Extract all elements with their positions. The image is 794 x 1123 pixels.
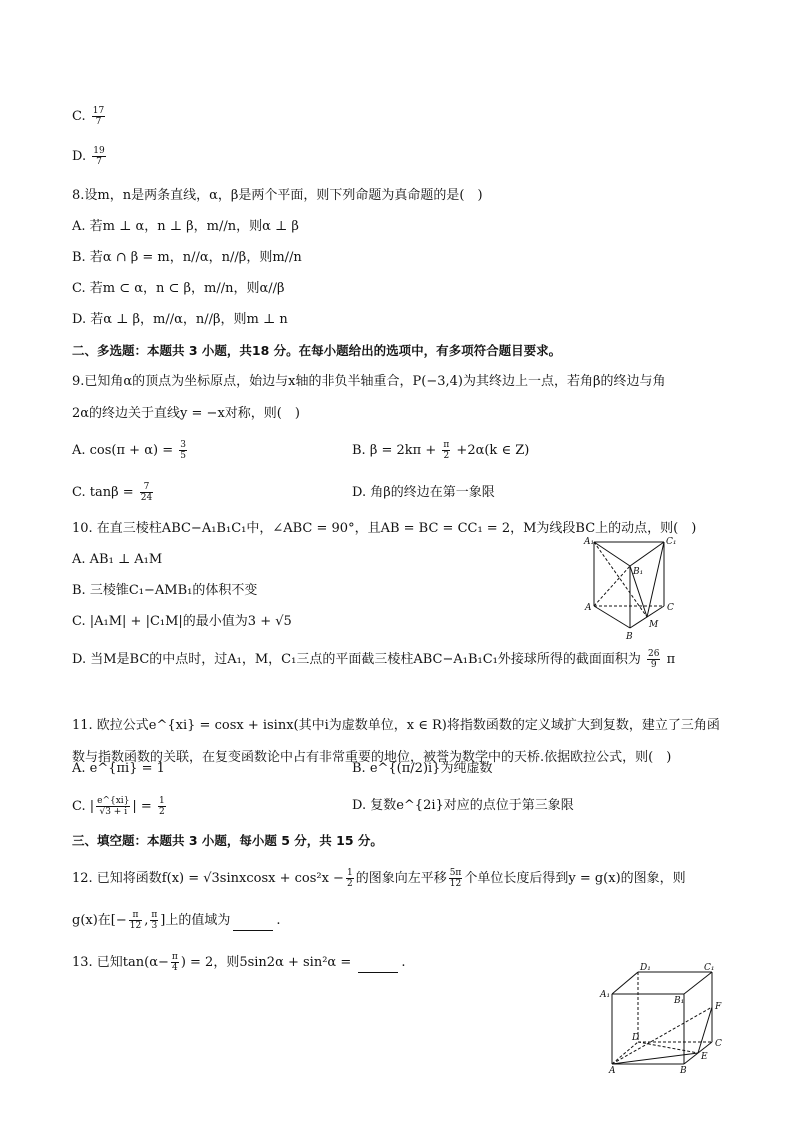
- q9-option-c: [72, 482, 155, 503]
- label-B1: B₁: [674, 996, 685, 1006]
- frac-den: 12: [449, 879, 462, 889]
- option-d-prev: [72, 146, 108, 167]
- frac-num: 17: [92, 106, 105, 116]
- fraction: [442, 440, 450, 461]
- frac-den: 9: [650, 660, 657, 670]
- frac-num: π: [443, 440, 450, 450]
- fraction: [96, 796, 130, 817]
- frac-num: π: [129, 910, 142, 921]
- frac-den: 7: [95, 117, 102, 127]
- frac-num: 1: [158, 796, 165, 806]
- option-text: +2α(k ∈ Z): [456, 443, 530, 458]
- text: ,: [144, 913, 149, 928]
- q11-option-b: B. e^{(π/2)i}为纯虚数: [352, 761, 493, 776]
- q8-option-d: D. 若α ⊥ β，m//α，n//β，则m ⊥ n: [72, 312, 288, 327]
- q8-option-a: A. 若m ⊥ α，n ⊥ β，m//n，则α ⊥ β: [72, 219, 299, 234]
- q10-option-a: A. AB₁ ⊥ A₁M: [72, 552, 163, 567]
- q12-line2: [72, 910, 281, 931]
- label-C1: C₁: [666, 537, 677, 547]
- q9-option-d: D. 角β的终边在第一象限: [352, 485, 495, 500]
- q9-stem-line1: 9.已知角α的顶点为坐标原点，始边与x轴的非负半轴重合，P(−3,4)为其终边上一点，若角β的终边与角: [72, 374, 666, 389]
- frac-num: 26: [648, 649, 660, 659]
- frac-num: 3: [180, 440, 186, 450]
- fraction: [647, 649, 660, 670]
- label-C1: C₁: [704, 963, 715, 973]
- frac-den: 4: [172, 963, 178, 973]
- label-F: F: [715, 1002, 722, 1012]
- label-B: B: [626, 632, 633, 642]
- option-c-prev: [72, 106, 107, 127]
- fraction: [449, 868, 463, 889]
- option-text: | =: [132, 799, 152, 814]
- label-A: A: [585, 603, 592, 613]
- q9-option-b: [352, 440, 529, 461]
- frac-num: e^{xi}: [97, 796, 130, 806]
- label-A1: A₁: [584, 537, 595, 547]
- q8-option-b: B. 若α ∩ β = m，n//α，n//β，则m//n: [72, 250, 302, 265]
- text: .: [276, 913, 281, 928]
- q10-option-c: C. |A₁M| + |C₁M|的最小值为3 + √5: [72, 614, 292, 629]
- text: g(x)在[−: [72, 913, 127, 928]
- text: 12. 已知将函数f(x) = √3sinxcosx + cos²x −: [72, 871, 344, 886]
- prism-figure: [580, 532, 680, 642]
- answer-blank[interactable]: [233, 918, 273, 931]
- text: 的图象向左平移: [355, 871, 447, 886]
- fraction: [158, 796, 166, 817]
- label-A: A: [609, 1066, 616, 1074]
- option-label: D.: [72, 149, 87, 164]
- q13-line: [72, 952, 406, 973]
- label-E: E: [701, 1052, 708, 1062]
- option-text: C. |: [72, 799, 95, 814]
- q9-option-a: [72, 440, 189, 461]
- option-text: B. β = 2kπ +: [352, 443, 437, 458]
- frac-den: 2: [443, 451, 450, 461]
- text: ]上的值域为: [160, 913, 231, 928]
- q10-stem: 10. 在直三棱柱ABC−A₁B₁C₁中，∠ABC = 90°，且AB = BC = CC₁ = 2，M为线段BC上的动点，则( ): [72, 521, 697, 536]
- label-B: B: [680, 1066, 687, 1074]
- label-M: M: [649, 620, 659, 630]
- fraction: [92, 146, 105, 167]
- label-D: D: [632, 1033, 640, 1043]
- option-text: π: [666, 652, 676, 667]
- frac-num: 19: [93, 146, 105, 156]
- frac-num: π: [171, 952, 178, 962]
- frac-den: 12: [129, 921, 142, 931]
- text: 13. 已知tan(α−: [72, 955, 169, 970]
- frac-den: 2: [346, 879, 353, 889]
- frac-num: 5π: [449, 868, 462, 878]
- fraction: [92, 106, 105, 127]
- frac-num: π: [151, 910, 158, 920]
- q10-option-d: [72, 649, 675, 670]
- frac-den: 5: [180, 451, 186, 461]
- q11-stem-line1: 11. 欧拉公式e^{xi} = cosx + isinx(其中i为虚数单位，x ∈ R)将指数函数的定义域扩大到复数，建立了三角函: [72, 718, 720, 733]
- frac-num: 7: [140, 482, 153, 493]
- frac-den: √3 + i: [99, 807, 128, 817]
- q11-stem-line2: 数与指数函数的关联，在复变函数论中占有非常重要的地位，被誉为数学中的天桥.依据欧拉公式，则( ): [72, 750, 672, 765]
- label-C: C: [667, 603, 674, 613]
- option-text: C. tanβ =: [72, 485, 134, 500]
- q11-option-d: D. 复数e^{2i}对应的点位于第三象限: [352, 798, 574, 813]
- fraction: [129, 910, 142, 931]
- fraction: [179, 440, 187, 461]
- label-C: C: [715, 1039, 722, 1049]
- q9-stem-line2: 2α的终边关于直线y = −x对称，则( ): [72, 406, 300, 421]
- cube-diagram: [598, 962, 732, 1074]
- q8-option-c: C. 若m ⊂ α，n ⊂ β，m//n，则α//β: [72, 281, 285, 296]
- text: 个单位长度后得到y = g(x)的图象，则: [464, 871, 686, 886]
- frac-den: 3: [151, 921, 158, 931]
- q11-option-c: [72, 796, 168, 817]
- frac-den: 2: [158, 807, 165, 817]
- section-2-heading: 二、多选题：本题共 3 小题，共18 分。在每小题给出的选项中，有多项符合题目要求。: [72, 343, 562, 358]
- text: ) = 2，则5sin2α + sin²α =: [180, 955, 356, 970]
- cube-figure: [598, 962, 732, 1074]
- fraction: [346, 868, 354, 889]
- prism-diagram: [580, 532, 680, 642]
- label-B1: B₁: [633, 567, 644, 577]
- q10-option-b: B. 三棱锥C₁−AMB₁的体积不变: [72, 583, 258, 598]
- text: .: [401, 955, 406, 970]
- label-A1: A₁: [600, 990, 611, 1000]
- fraction: [140, 482, 153, 503]
- frac-den: 24: [140, 493, 153, 503]
- frac-num: 1: [346, 868, 353, 878]
- frac-den: 7: [96, 157, 102, 167]
- option-text: D. 当M是BC的中点时，过A₁，M，C₁三点的平面截三棱柱ABC−A₁B₁C₁外接球所得的截面面积为: [72, 652, 641, 667]
- label-D1: D₁: [640, 963, 651, 973]
- q12-line1: [72, 868, 686, 889]
- section-3-heading: 三、填空题：本题共 3 小题，每小题 5 分，共 15 分。: [72, 833, 383, 848]
- q11-option-a: A. e^{πi} = 1: [72, 761, 165, 776]
- q8-stem: 8.设m，n是两条直线，α，β是两个平面，则下列命题为真命题的是( ): [72, 188, 483, 203]
- option-text: A. cos(π + α) =: [72, 443, 174, 458]
- fraction: [171, 952, 179, 973]
- answer-blank[interactable]: [358, 960, 398, 973]
- option-label: C.: [72, 109, 86, 124]
- fraction: [150, 910, 158, 931]
